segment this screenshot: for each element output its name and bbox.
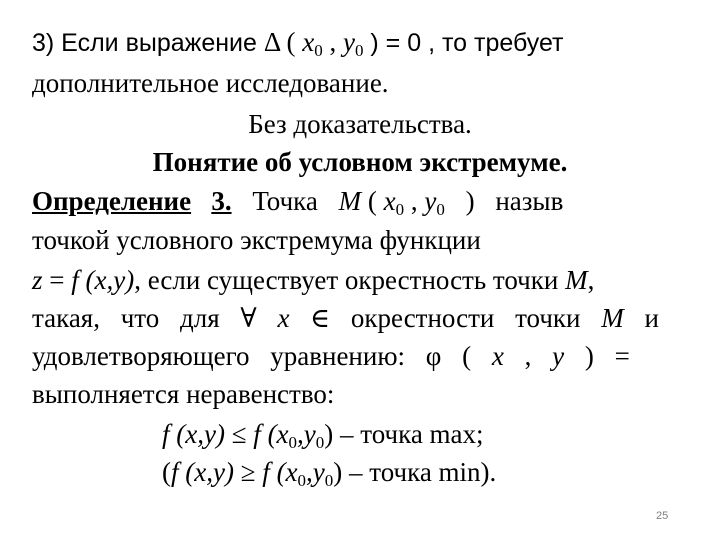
phi-symbol: φ — [425, 341, 442, 371]
max-condition: f (x,y) ≤ f $(x_0,y_0)$ – точка max; — [162, 419, 484, 452]
condition-line-3: 3) Если выражение Δ ( $x_0$ , $y_0$ ) = 0 , то требует — [32, 27, 564, 60]
definition-term: Определение — [32, 186, 192, 216]
definition-line: Определение 3. Точка M ( $x_0$ , $y_0$ ) назыв — [32, 186, 564, 219]
without-proof-note: Без доказательства. — [248, 109, 472, 139]
delta-symbol: Δ — [263, 27, 280, 57]
section-heading: Понятие об условном экстремуме. — [152, 147, 568, 177]
definition-line-2: точкой условного экстремума функции — [32, 225, 481, 255]
element-of-symbol: ∈ — [310, 303, 331, 333]
definition-line-6: выполняется неравенство: — [32, 379, 335, 409]
page-number: 25 — [656, 510, 669, 522]
definition-line-4: такая, что для ∀ x ∈ окрестности точки M и — [32, 303, 659, 333]
forall-symbol: ∀ — [240, 303, 257, 333]
definition-line-3: z = f (x,y), если существует окрестность точки M, — [32, 265, 595, 295]
condition-line-3-cont: дополнительное исследование. — [32, 68, 389, 98]
definition-line-5: удовлетворяющего уравнению: φ ( x , y ) = — [32, 341, 630, 371]
min-condition: (f (x,y) ≥ f $(x_0,y_0)$ – точка min). — [162, 457, 497, 490]
